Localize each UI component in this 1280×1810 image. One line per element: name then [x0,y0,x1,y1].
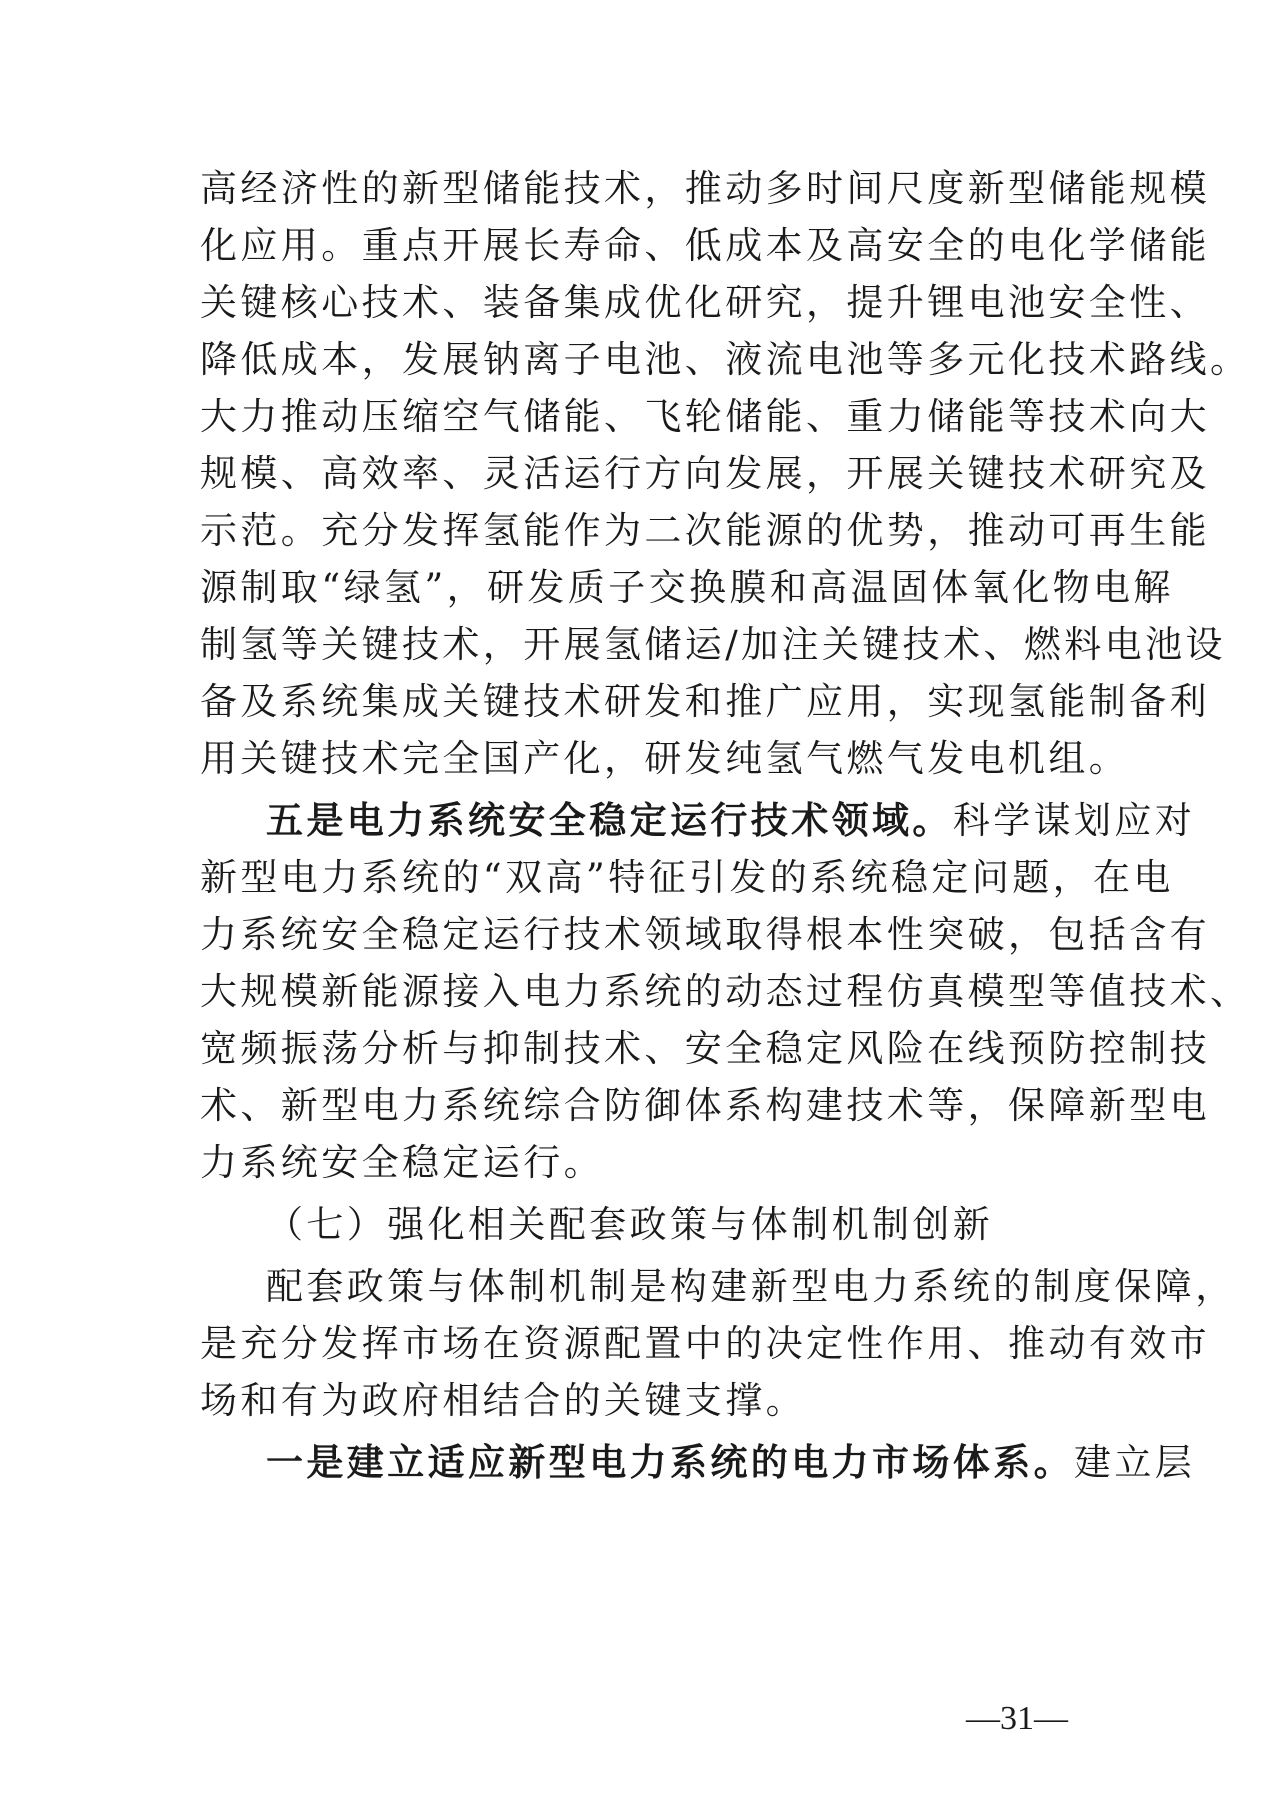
body-text-line: 用关键技术完全国产化，研发纯氢气燃气发电机组。 [200,737,1130,780]
body-text-line: 配套政策与体制机制是构建新型电力系统的制度保障， [266,1265,1236,1308]
body-text-line: 降低成本，发展钠离子电池、液流电池等多元化技术路线。 [200,338,1251,381]
body-text-line: 大力推动压缩空气储能、飞轮储能、重力储能等技术向大 [200,395,1210,438]
body-text-line: 化应用。重点开展长寿命、低成本及高安全的电化学储能 [200,224,1210,267]
body-text-line: 力系统安全稳定运行。 [200,1141,604,1184]
body-text-line: 术、新型电力系统综合防御体系构建技术等，保障新型电 [200,1084,1210,1127]
body-text-line: 场和有为政府相结合的关键支撑。 [200,1379,806,1422]
body-text-line: 制氢等关键技术，开展氢储运/加注关键技术、燃料电池设 [200,623,1226,666]
body-text-line: 示范。充分发挥氢能作为二次能源的优势，推动可再生能 [200,509,1210,552]
section-heading: （七）强化相关配套政策与体制机制创新 [266,1203,994,1246]
body-text-line: 关键核心技术、装备集成优化研究，提升锂电池安全性、 [200,281,1210,324]
body-text-line: 宽频振荡分析与抑制技术、安全稳定风险在线预防控制技 [200,1027,1210,1070]
body-text-line: 大规模新能源接入电力系统的动态过程仿真模型等值技术、 [200,970,1251,1013]
body-text-line: 新型电力系统的“双高”特征引发的系统稳定问题，在电 [200,856,1174,899]
paragraph-text: 建立层 [1074,1441,1196,1484]
body-text-line: 高经济性的新型储能技术，推动多时间尺度新型储能规模 [200,167,1210,210]
paragraph-lead-bold: 五是电力系统安全稳定运行技术领域。 [266,798,953,842]
body-text-line: 力系统安全稳定运行技术领域取得根本性突破，包括含有 [200,913,1210,956]
page-number: —31— [966,1700,1068,1737]
paragraph-five-first-line [266,798,1196,842]
body-text-line: 备及系统集成关键技术研发和推广应用，实现氢能制备利 [200,680,1210,723]
paragraph-lead-bold: 一是建立适应新型电力系统的电力市场体系。 [266,1440,1074,1484]
paragraph-text: 科学谋划应对 [952,799,1196,842]
paragraph-market-first-line [266,1440,1196,1484]
body-text-line: 规模、高效率、灵活运行方向发展，开展关键技术研究及 [200,452,1210,495]
body-text-line: 是充分发挥市场在资源配置中的决定性作用、推动有效市 [200,1322,1210,1365]
body-text-line: 源制取“绿氢”，研发质子交换膜和高温固体氧化物电解 [200,566,1174,609]
